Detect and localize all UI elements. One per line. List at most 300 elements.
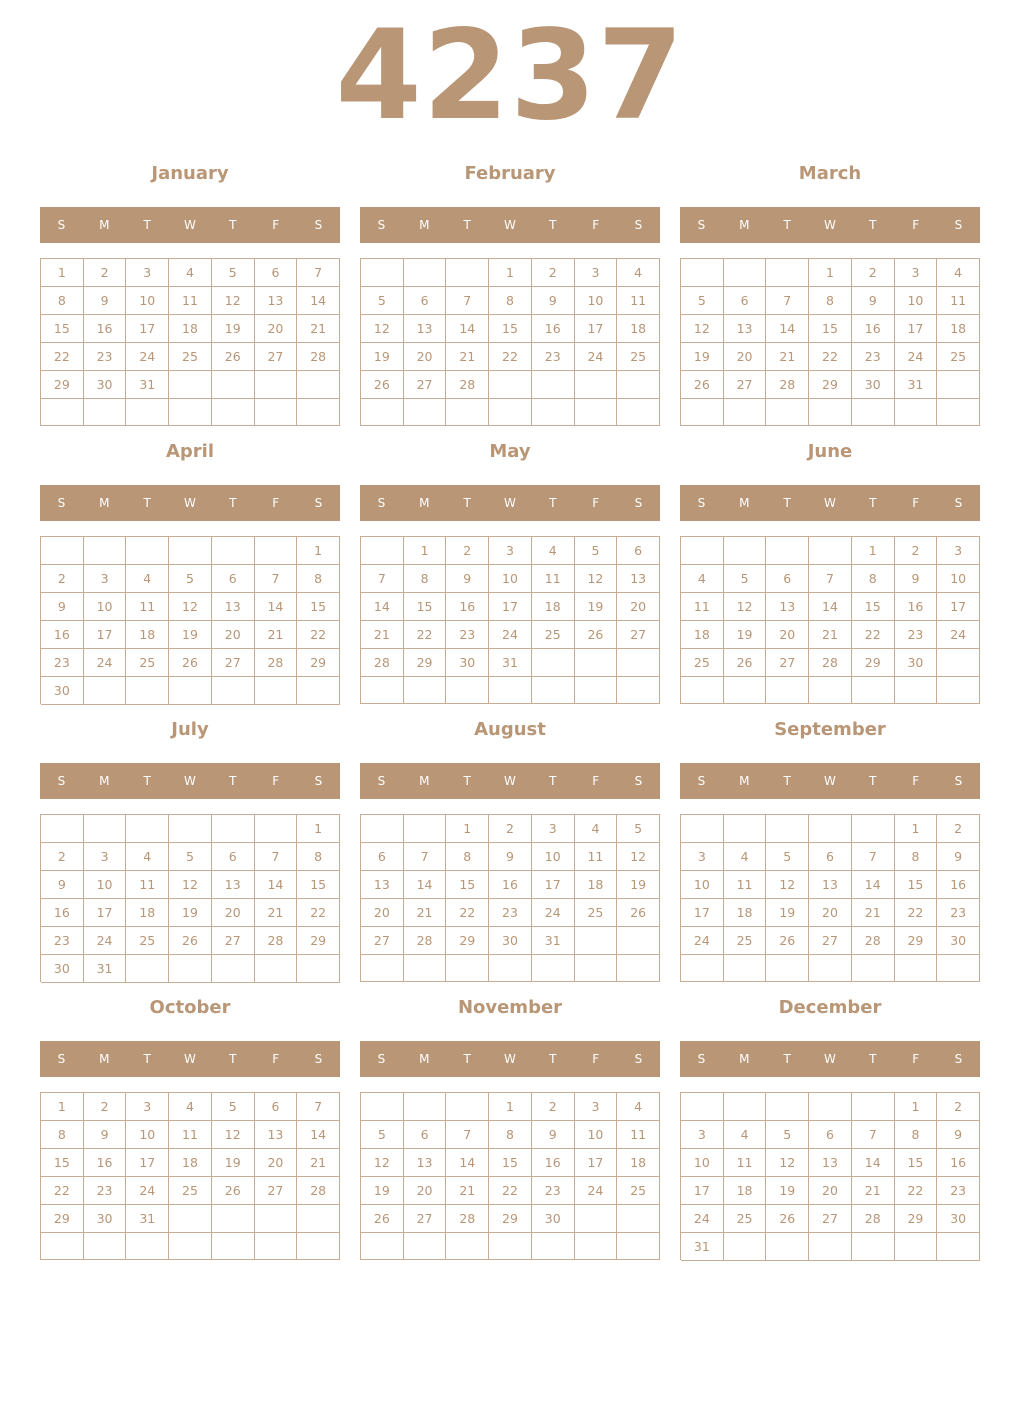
weekday-header: [360, 485, 660, 521]
day-cell: 26: [617, 899, 660, 927]
month-december: [680, 994, 980, 1272]
day-cell: 18: [126, 621, 169, 649]
empty-day-cell: [724, 677, 767, 704]
weekday-label: M: [739, 774, 750, 788]
day-cell: 13: [404, 315, 447, 343]
day-cell: 6: [255, 259, 298, 287]
day-cell: 5: [724, 565, 767, 593]
weekday-label: M: [99, 218, 110, 232]
empty-day-cell: [937, 1233, 980, 1261]
empty-day-cell: [84, 399, 127, 426]
day-cell: 23: [937, 899, 980, 927]
day-cell: 11: [169, 287, 212, 315]
day-cell: 2: [937, 815, 980, 843]
day-cell: 2: [84, 1093, 127, 1121]
day-cell: 29: [895, 927, 938, 955]
empty-day-cell: [617, 927, 660, 955]
weekday-label: W: [184, 218, 196, 232]
day-cell: 23: [41, 649, 84, 677]
day-cell: 7: [852, 1121, 895, 1149]
day-cell: 14: [766, 315, 809, 343]
day-grid: [40, 814, 340, 982]
day-cell: 7: [404, 843, 447, 871]
empty-day-cell: [446, 955, 489, 982]
empty-day-cell: [617, 1205, 660, 1233]
weekday-label: T: [549, 774, 557, 788]
day-cell: 21: [766, 343, 809, 371]
day-cell: 4: [126, 843, 169, 871]
day-cell: 29: [41, 1205, 84, 1233]
day-cell: 27: [809, 1205, 852, 1233]
day-cell: 15: [895, 1149, 938, 1177]
day-cell: 10: [575, 287, 618, 315]
day-cell: 19: [681, 343, 724, 371]
day-cell: 25: [575, 899, 618, 927]
day-cell: 23: [489, 899, 532, 927]
day-cell: 15: [41, 1149, 84, 1177]
empty-day-cell: [169, 537, 212, 565]
month-august: [360, 716, 660, 994]
weekday-label: M: [419, 218, 430, 232]
empty-day-cell: [297, 955, 340, 983]
day-cell: 2: [84, 259, 127, 287]
empty-day-cell: [575, 649, 618, 677]
day-cell: 18: [575, 871, 618, 899]
empty-day-cell: [852, 677, 895, 704]
day-cell: 7: [809, 565, 852, 593]
day-cell: 25: [169, 1177, 212, 1205]
day-cell: 5: [766, 843, 809, 871]
weekday-header: [360, 207, 660, 243]
empty-day-cell: [169, 677, 212, 705]
day-cell: 12: [169, 871, 212, 899]
day-cell: 6: [255, 1093, 298, 1121]
day-cell: 27: [255, 1177, 298, 1205]
month-october: [40, 994, 340, 1272]
day-cell: 4: [724, 843, 767, 871]
weekday-label: F: [272, 496, 280, 510]
empty-day-cell: [852, 399, 895, 426]
day-cell: 9: [489, 843, 532, 871]
day-cell: 7: [361, 565, 404, 593]
day-cell: 21: [255, 621, 298, 649]
weekday-label: S: [314, 1052, 323, 1066]
weekday-label: S: [954, 496, 963, 510]
empty-day-cell: [724, 955, 767, 982]
day-cell: 19: [361, 1177, 404, 1205]
day-cell: 14: [852, 1149, 895, 1177]
day-cell: 30: [895, 649, 938, 677]
day-cell: 25: [724, 1205, 767, 1233]
day-cell: 11: [532, 565, 575, 593]
day-cell: 10: [937, 565, 980, 593]
weekday-header: [40, 485, 340, 521]
day-cell: 19: [766, 899, 809, 927]
empty-day-cell: [532, 649, 575, 677]
empty-day-cell: [404, 955, 447, 982]
day-cell: 2: [446, 537, 489, 565]
day-cell: 1: [895, 815, 938, 843]
day-cell: 19: [212, 315, 255, 343]
weekday-header: [40, 763, 340, 799]
month-name: November: [457, 997, 563, 1018]
empty-day-cell: [212, 399, 255, 426]
day-cell: 28: [404, 927, 447, 955]
empty-day-cell: [895, 1233, 938, 1261]
day-cell: 8: [446, 843, 489, 871]
day-cell: 23: [532, 1177, 575, 1205]
day-cell: 21: [255, 899, 298, 927]
month-november: [360, 994, 660, 1272]
weekday-label: M: [99, 496, 110, 510]
month-name: April: [165, 441, 215, 462]
empty-day-cell: [255, 399, 298, 426]
day-cell: 17: [84, 899, 127, 927]
empty-day-cell: [575, 955, 618, 982]
weekday-label: S: [57, 218, 66, 232]
day-cell: 10: [126, 287, 169, 315]
day-cell: 1: [41, 1093, 84, 1121]
day-cell: 3: [681, 843, 724, 871]
empty-day-cell: [937, 371, 980, 399]
day-cell: 20: [809, 1177, 852, 1205]
day-cell: 15: [297, 871, 340, 899]
day-cell: 17: [532, 871, 575, 899]
day-cell: 28: [297, 1177, 340, 1205]
weekday-label: S: [57, 774, 66, 788]
day-cell: 24: [84, 927, 127, 955]
day-cell: 11: [617, 1121, 660, 1149]
day-cell: 18: [937, 315, 980, 343]
day-cell: 23: [937, 1177, 980, 1205]
day-cell: 29: [297, 927, 340, 955]
weekday-label: T: [143, 218, 151, 232]
day-grid: [360, 814, 660, 982]
weekday-label: S: [314, 774, 323, 788]
day-cell: 28: [809, 649, 852, 677]
day-cell: 8: [895, 843, 938, 871]
empty-day-cell: [41, 1233, 84, 1260]
empty-day-cell: [255, 371, 298, 399]
day-cell: 25: [937, 343, 980, 371]
day-cell: 12: [361, 315, 404, 343]
weekday-label: T: [869, 1052, 877, 1066]
day-cell: 28: [446, 1205, 489, 1233]
day-cell: 15: [446, 871, 489, 899]
empty-day-cell: [255, 677, 298, 705]
empty-day-cell: [169, 815, 212, 843]
empty-day-cell: [489, 955, 532, 982]
day-cell: 1: [852, 537, 895, 565]
day-cell: 23: [532, 343, 575, 371]
empty-day-cell: [404, 259, 447, 287]
day-cell: 30: [446, 649, 489, 677]
empty-day-cell: [404, 815, 447, 843]
day-cell: 12: [724, 593, 767, 621]
empty-day-cell: [937, 677, 980, 704]
day-cell: 14: [297, 287, 340, 315]
weekday-label: M: [419, 774, 430, 788]
empty-day-cell: [41, 537, 84, 565]
empty-day-cell: [575, 1205, 618, 1233]
weekday-label: M: [739, 218, 750, 232]
empty-day-cell: [489, 399, 532, 426]
day-cell: 9: [84, 1121, 127, 1149]
month-july: [40, 716, 340, 994]
day-cell: 1: [489, 259, 532, 287]
weekday-label: S: [634, 774, 643, 788]
day-cell: 24: [895, 343, 938, 371]
day-cell: 24: [937, 621, 980, 649]
day-cell: 31: [126, 1205, 169, 1233]
empty-day-cell: [361, 1233, 404, 1260]
empty-day-cell: [404, 399, 447, 426]
day-cell: 21: [297, 1149, 340, 1177]
weekday-label: T: [229, 496, 237, 510]
empty-day-cell: [852, 1233, 895, 1261]
day-cell: 26: [212, 1177, 255, 1205]
day-cell: 9: [41, 871, 84, 899]
day-cell: 6: [361, 843, 404, 871]
weekday-label: M: [739, 1052, 750, 1066]
day-cell: 16: [937, 1149, 980, 1177]
day-cell: 3: [126, 1093, 169, 1121]
day-cell: 19: [212, 1149, 255, 1177]
empty-day-cell: [766, 259, 809, 287]
weekday-label: S: [377, 496, 386, 510]
day-cell: 19: [169, 621, 212, 649]
empty-day-cell: [724, 1233, 767, 1261]
day-cell: 27: [724, 371, 767, 399]
day-cell: 3: [489, 537, 532, 565]
day-cell: 12: [766, 871, 809, 899]
day-cell: 3: [681, 1121, 724, 1149]
weekday-label: W: [504, 496, 516, 510]
weekday-label: M: [419, 496, 430, 510]
day-cell: 9: [446, 565, 489, 593]
month-june: [680, 438, 980, 716]
day-cell: 8: [895, 1121, 938, 1149]
empty-day-cell: [532, 1233, 575, 1260]
weekday-label: W: [824, 1052, 836, 1066]
day-cell: 5: [361, 1121, 404, 1149]
day-cell: 20: [404, 343, 447, 371]
empty-day-cell: [681, 677, 724, 704]
empty-day-cell: [255, 815, 298, 843]
empty-day-cell: [724, 815, 767, 843]
weekday-label: T: [143, 1052, 151, 1066]
day-cell: 9: [852, 287, 895, 315]
weekday-label: T: [229, 218, 237, 232]
day-cell: 6: [617, 537, 660, 565]
day-cell: 12: [766, 1149, 809, 1177]
weekday-label: F: [912, 1052, 920, 1066]
empty-day-cell: [895, 399, 938, 426]
weekday-label: S: [314, 496, 323, 510]
day-cell: 27: [212, 927, 255, 955]
empty-day-cell: [532, 677, 575, 704]
day-cell: 22: [852, 621, 895, 649]
day-cell: 20: [255, 1149, 298, 1177]
weekday-header: [680, 763, 980, 799]
day-cell: 21: [446, 1177, 489, 1205]
day-cell: 30: [937, 927, 980, 955]
day-cell: 20: [617, 593, 660, 621]
day-cell: 10: [681, 1149, 724, 1177]
empty-day-cell: [297, 1233, 340, 1260]
day-cell: 25: [617, 343, 660, 371]
day-cell: 4: [937, 259, 980, 287]
day-cell: 21: [297, 315, 340, 343]
day-cell: 5: [361, 287, 404, 315]
weekday-header: [680, 485, 980, 521]
day-cell: 6: [404, 1121, 447, 1149]
day-cell: 30: [84, 371, 127, 399]
day-cell: 25: [532, 621, 575, 649]
weekday-label: S: [697, 1052, 706, 1066]
day-cell: 22: [297, 899, 340, 927]
day-cell: 7: [297, 1093, 340, 1121]
weekday-label: S: [697, 218, 706, 232]
day-cell: 22: [895, 1177, 938, 1205]
day-cell: 19: [575, 593, 618, 621]
empty-day-cell: [617, 399, 660, 426]
day-cell: 2: [532, 259, 575, 287]
day-cell: 27: [404, 1205, 447, 1233]
empty-day-cell: [766, 677, 809, 704]
empty-day-cell: [212, 955, 255, 983]
day-cell: 2: [937, 1093, 980, 1121]
day-cell: 17: [126, 315, 169, 343]
empty-day-cell: [617, 677, 660, 704]
empty-day-cell: [489, 371, 532, 399]
empty-day-cell: [41, 399, 84, 426]
weekday-label: F: [592, 218, 600, 232]
empty-day-cell: [575, 927, 618, 955]
day-cell: 15: [809, 315, 852, 343]
day-cell: 24: [681, 927, 724, 955]
day-cell: 28: [297, 343, 340, 371]
weekday-label: F: [912, 496, 920, 510]
month-name: July: [171, 719, 209, 740]
empty-day-cell: [681, 259, 724, 287]
day-cell: 4: [169, 259, 212, 287]
empty-day-cell: [766, 1233, 809, 1261]
day-cell: 2: [852, 259, 895, 287]
day-cell: 26: [169, 927, 212, 955]
weekday-label: M: [419, 1052, 430, 1066]
day-cell: 30: [489, 927, 532, 955]
month-name: February: [464, 163, 556, 184]
empty-day-cell: [255, 955, 298, 983]
day-cell: 25: [681, 649, 724, 677]
day-cell: 10: [575, 1121, 618, 1149]
day-cell: 28: [255, 927, 298, 955]
weekday-label: W: [504, 774, 516, 788]
day-cell: 5: [575, 537, 618, 565]
day-cell: 13: [212, 871, 255, 899]
day-cell: 22: [41, 343, 84, 371]
empty-day-cell: [575, 371, 618, 399]
day-cell: 25: [169, 343, 212, 371]
day-cell: 11: [937, 287, 980, 315]
weekday-label: F: [272, 774, 280, 788]
day-cell: 8: [297, 843, 340, 871]
day-cell: 14: [446, 1149, 489, 1177]
day-cell: 10: [84, 871, 127, 899]
day-cell: 17: [937, 593, 980, 621]
weekday-label: W: [504, 1052, 516, 1066]
day-cell: 13: [617, 565, 660, 593]
day-cell: 11: [724, 871, 767, 899]
empty-day-cell: [126, 677, 169, 705]
weekday-label: S: [954, 218, 963, 232]
day-cell: 11: [126, 593, 169, 621]
day-cell: 10: [895, 287, 938, 315]
day-cell: 23: [446, 621, 489, 649]
weekday-label: T: [783, 218, 791, 232]
empty-day-cell: [212, 537, 255, 565]
day-cell: 31: [532, 927, 575, 955]
day-cell: 9: [532, 287, 575, 315]
day-cell: 3: [84, 565, 127, 593]
day-cell: 3: [575, 259, 618, 287]
day-cell: 16: [532, 1149, 575, 1177]
empty-day-cell: [809, 399, 852, 426]
weekday-label: W: [184, 1052, 196, 1066]
day-cell: 29: [895, 1205, 938, 1233]
day-cell: 24: [575, 1177, 618, 1205]
day-cell: 14: [297, 1121, 340, 1149]
day-cell: 14: [809, 593, 852, 621]
empty-day-cell: [84, 815, 127, 843]
empty-day-cell: [937, 399, 980, 426]
day-cell: 13: [724, 315, 767, 343]
empty-day-cell: [681, 537, 724, 565]
day-cell: 22: [895, 899, 938, 927]
day-cell: 6: [404, 287, 447, 315]
month-february: [360, 160, 660, 438]
day-cell: 13: [766, 593, 809, 621]
day-cell: 24: [575, 343, 618, 371]
day-cell: 18: [724, 899, 767, 927]
day-cell: 20: [361, 899, 404, 927]
day-cell: 31: [84, 955, 127, 983]
day-cell: 7: [446, 287, 489, 315]
month-may: [360, 438, 660, 716]
day-cell: 1: [895, 1093, 938, 1121]
day-cell: 1: [41, 259, 84, 287]
day-cell: 10: [126, 1121, 169, 1149]
weekday-label: S: [697, 774, 706, 788]
empty-day-cell: [724, 259, 767, 287]
day-cell: 12: [361, 1149, 404, 1177]
day-cell: 28: [446, 371, 489, 399]
day-cell: 21: [404, 899, 447, 927]
weekday-label: S: [634, 496, 643, 510]
day-cell: 21: [852, 1177, 895, 1205]
day-cell: 10: [532, 843, 575, 871]
empty-day-cell: [297, 1205, 340, 1233]
day-cell: 7: [297, 259, 340, 287]
day-cell: 23: [84, 343, 127, 371]
weekday-label: F: [272, 218, 280, 232]
empty-day-cell: [809, 955, 852, 982]
empty-day-cell: [361, 399, 404, 426]
empty-day-cell: [212, 815, 255, 843]
empty-day-cell: [404, 1093, 447, 1121]
day-cell: 20: [766, 621, 809, 649]
